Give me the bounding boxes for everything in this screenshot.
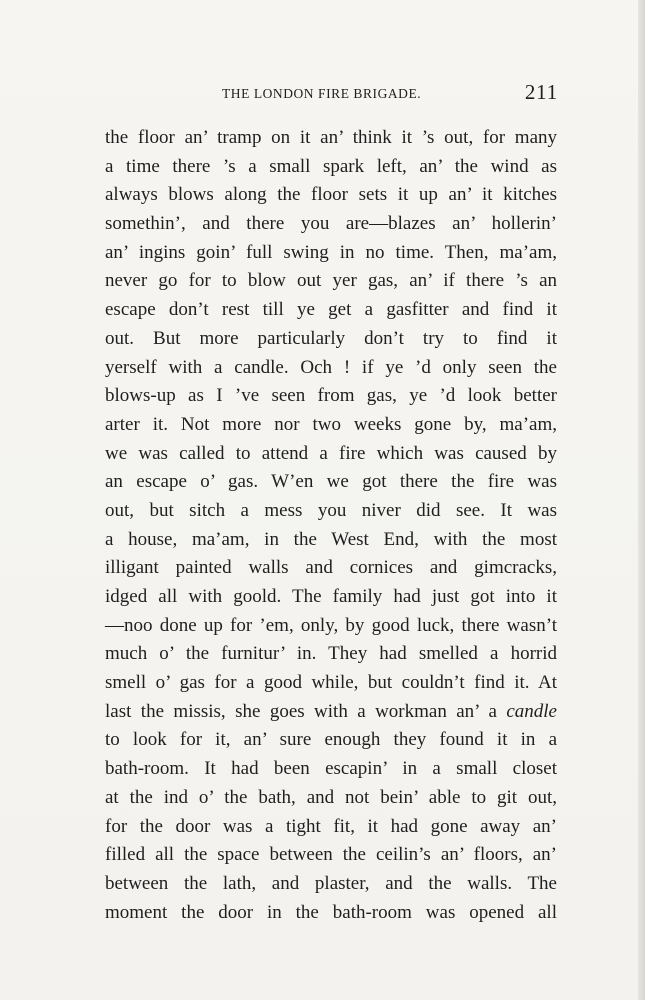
text-line: at the ind o’ the bath, and not bein’ able to git out,: [105, 786, 557, 808]
text-line: illigant painted walls and cornices and gimcracks,: [105, 557, 557, 579]
text-line: out. But more particularly don’t try to find it: [105, 327, 557, 349]
text-line: always blows along the floor sets it up an’ it kitches: [105, 184, 557, 206]
text-line: to look for it, an’ sure enough they found it in a: [105, 729, 557, 751]
text-line: between the lath, and plaster, and the walls. The: [105, 872, 557, 894]
text-line: —noo done up for ’em, only, by good luck, there wasn’t: [105, 614, 557, 636]
text-line: never go for to blow out yer gas, an’ if there ’s an: [105, 270, 557, 292]
text-line: an escape o’ gas. W’en we got there the fire was: [105, 471, 557, 493]
page-number: 211: [524, 80, 558, 104]
text-line: an’ ingins goin’ full swing in no time. Then, ma’am,: [105, 241, 557, 263]
text-line: filled all the space between the ceilin’s an’ floors, an’: [105, 844, 557, 866]
text-line: yerself with a candle. Och ! if ye ’d only seen the: [105, 356, 557, 378]
text-line: out, but sitch a mess you niver did see. It was: [105, 499, 557, 521]
text-line: for the door was a tight fit, it had gone away an’: [105, 815, 557, 837]
text-line: a time there ’s a small spark left, an’ the wind as: [105, 155, 557, 177]
text-line: smell o’ gas for a good while, but couldn’t find it. At: [105, 672, 557, 694]
text-span: last the missis, she goes with a workman an’ a: [105, 700, 507, 722]
text-line-with-italic: [105, 698, 557, 727]
text-line: escape don’t rest till ye get a gasfitter and find it: [105, 299, 557, 321]
page-edge: [638, 0, 645, 1000]
text-line: bath-room. It had been escapin’ in a small closet: [105, 758, 557, 780]
italic-word: candle: [506, 700, 557, 722]
text-line: the floor an’ tramp on it an’ think it ’s out, for many: [105, 127, 557, 148]
text-line: blows-up as I ’ve seen from gas, ye ’d look better: [105, 385, 557, 407]
text-line: somethin’, and there you are—blazes an’ hollerin’: [105, 213, 557, 235]
text-line: arter it. Not more nor two weeks gone by, ma’am,: [105, 413, 557, 435]
running-title: THE LONDON FIRE BRIGADE.: [222, 86, 422, 101]
text-line: much o’ the furnitur’ in. They had smelled a horrid: [105, 643, 557, 665]
body-text: [105, 124, 557, 927]
page-header: [222, 80, 558, 108]
text-line: moment the door in the bath-room was opened all: [105, 901, 557, 923]
text-line: idged all with goold. The family had just got into it: [105, 586, 557, 607]
text-line: a house, ma’am, in the West End, with the most: [105, 528, 557, 550]
text-line: we was called to attend a fire which was caused by: [105, 442, 557, 464]
